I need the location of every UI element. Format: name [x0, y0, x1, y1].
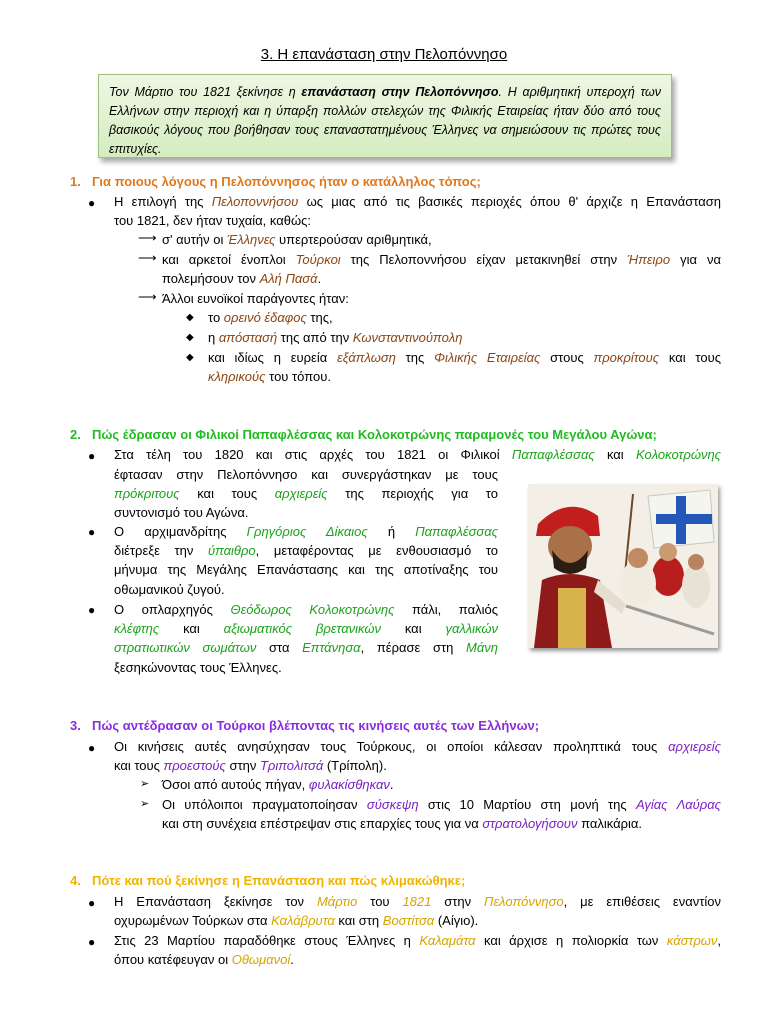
s2-bullet-3-line-2: κλέφτης και αξιωματικός βρετανικών και γαλλικών — [114, 621, 499, 636]
s1-arrow-3: Άλλοι ευνοϊκοί παράγοντες ήταν: — [162, 291, 349, 306]
s2-bullet-2-line-2: διέτρεξε την ύπαιθρο, μεταφέροντας με ενθουσιασμό το — [114, 543, 498, 558]
s1-diamond-2: η απόστασή της από την Κωνσταντινούπολη — [208, 330, 463, 345]
s1-diamond-3-line-1: και ιδίως η ευρεία εξάπλωση της Φιλικής Εταιρείας στους προκρίτους και τους — [208, 350, 721, 365]
s4-bullet-1-line-2: οχυρωμένων Τούρκων στα Καλάβρυτα και στη Βοστίτσα (Αίγιο). — [114, 913, 479, 928]
long-right-arrow-icon: ⟶ — [138, 250, 157, 265]
s1-arrow-2-line-1: και αρκετοί ένοπλοι Τούρκοι της Πελοποννήσου είχαν μετακινηθεί στην Ήπειρο για να — [162, 252, 721, 267]
diamond-bullet-icon: ◆ — [186, 352, 194, 363]
s4-bullet-1-line-1: Η Επανάσταση ξεκίνησε τον Μάρτιο του 1821 στην Πελοπόννησο, με επιθέσεις εναντίον — [114, 894, 721, 909]
s4-bullet-2-line-2: όπου κατέφευγαν οι Οθωμανοί. — [114, 952, 294, 967]
revolution-fighters-image — [528, 484, 718, 648]
question-4: 4. Πότε και πού ξεκίνησε η Επανάσταση και πώς κλιμακώθηκε; — [70, 873, 466, 888]
s1-diamond-1: το ορεινό έδαφος της, — [208, 310, 333, 325]
s2-bullet-1-line-3: πρόκριτους και τους αρχιερείς της περιοχής για το — [114, 486, 498, 501]
long-right-arrow-icon: ⟶ — [138, 289, 157, 304]
s3-bullet-1-line-1: Οι κινήσεις αυτές ανησύχησαν τους Τούρκους, οι οποίοι κάλεσαν προληπτικά τους αρχιερείς — [114, 739, 721, 754]
question-1: 1. Για ποιους λόγους η Πελοπόννησος ήταν ο κατάλληλος τόπος; — [70, 174, 481, 189]
intro-text-2: . Η αριθμητική υπεροχή των Ελλήνων στην περιοχή και η ύπαρξη πολλών στελεχών της Φιλικής Εταιρείας ήταν δύο από τους βασικούς λόγους που βοήθησαν τους επαναστατημένους Έλληνες να σημειώσουν τις πρώτες τους επιτυχίες. — [109, 85, 661, 156]
diamond-bullet-icon: ◆ — [186, 332, 194, 343]
s2-bullet-1-line-2: έφτασαν στην Πελοπόννησο και συνεργάστηκαν με τους — [114, 467, 498, 482]
bullet-dot-icon: ● — [88, 525, 96, 539]
s1-bullet-1-line-2: του 1821, δεν ήταν τυχαία, καθώς: — [114, 213, 311, 228]
bullet-dot-icon: ● — [88, 741, 96, 755]
s2-bullet-3-line-1: Ο οπλαρχηγός Θεόδωρος Κολοκοτρώνης πάλι, παλιός — [114, 602, 498, 617]
intro-bold: επανάσταση στην Πελοπόννησο — [301, 85, 499, 99]
intro-box — [98, 74, 672, 158]
s2-bullet-2-line-1: Ο αρχιμανδρίτης Γρηγόριος Δίκαιος ή Παπαφλέσσας — [114, 524, 498, 539]
intro-text: Τον Μάρτιο του 1821 ξεκίνησε η — [109, 85, 302, 99]
triangle-bullet-icon: ➢ — [140, 778, 150, 790]
s1-arrow-1: σ' αυτήν οι Έλληνες υπερτερούσαν αριθμητικά, — [162, 232, 432, 247]
bullet-dot-icon: ● — [88, 449, 96, 463]
triangle-bullet-icon: ➢ — [140, 798, 150, 810]
s3-bullet-1-line-2: και τους προεστούς στην Τριπολιτσά (Τρίπολη). — [114, 758, 387, 773]
bullet-dot-icon: ● — [88, 196, 96, 210]
s2-bullet-1-line-1: Στα τέλη του 1820 και στις αρχές του 1821 οι Φιλικοί Παπαφλέσσας και Κολοκοτρώνης — [114, 447, 721, 462]
diamond-bullet-icon: ◆ — [186, 312, 194, 323]
bullet-dot-icon: ● — [88, 603, 96, 617]
s3-sub-2-line-2: και στη συνέχεια επέστρεψαν στις επαρχίες τους για να στρατολογήσουν παλικάρια. — [162, 816, 643, 831]
long-right-arrow-icon: ⟶ — [138, 230, 157, 245]
s1-bullet-1-line-1: Η επιλογή της Πελοποννήσου ως μιας από τις βασικές περιοχές όπου θ' άρχιζε η Επανάσταση — [114, 194, 721, 209]
s2-bullet-3-line-4: ξεσηκώνοντας τους Έλληνες. — [114, 660, 282, 675]
s2-bullet-1-line-4: συντονισμό του Αγώνα. — [114, 505, 249, 520]
bullet-dot-icon: ● — [88, 896, 96, 910]
s1-arrow-2-line-2: πολεμήσουν τον Αλή Πασά. — [162, 271, 322, 286]
s1-diamond-3-line-2: κληρικούς του τόπου. — [208, 369, 331, 384]
s3-sub-1: Όσοι από αυτούς πήγαν, φυλακίσθηκαν. — [162, 777, 394, 792]
s2-bullet-3-line-3: στρατιωτικών σωμάτων στα Επτάνησα, πέρασε στη Μάνη — [114, 640, 498, 655]
s2-bullet-2-line-3: μήνυμα της Μεγάλης Επανάστασης και της αποτίναξης του — [114, 562, 498, 577]
s3-sub-2-line-1: Οι υπόλοιποι πραγματοποίησαν σύσκεψη στις 10 Μαρτίου στη μονή της Αγίας Λαύρας — [162, 797, 721, 812]
question-3: 3. Πώς αντέδρασαν οι Τούρκοι βλέποντας τις κινήσεις αυτές των Ελλήνων; — [70, 718, 540, 733]
bullet-dot-icon: ● — [88, 935, 96, 949]
s2-bullet-2-line-4: οθωμανικού ζυγού. — [114, 582, 225, 597]
page-title: 3. Η επανάσταση στην Πελοπόννησο — [260, 46, 508, 63]
s4-bullet-2-line-1: Στις 23 Μαρτίου παραδόθηκε στους Έλληνες η Καλαμάτα και άρχισε η πολιορκία των κάστρων, — [114, 933, 722, 948]
question-2: 2. Πώς έδρασαν οι Φιλικοί Παπαφλέσσας και Κολοκοτρώνης παραμονές του Μεγάλου Αγώνα; — [70, 427, 657, 442]
